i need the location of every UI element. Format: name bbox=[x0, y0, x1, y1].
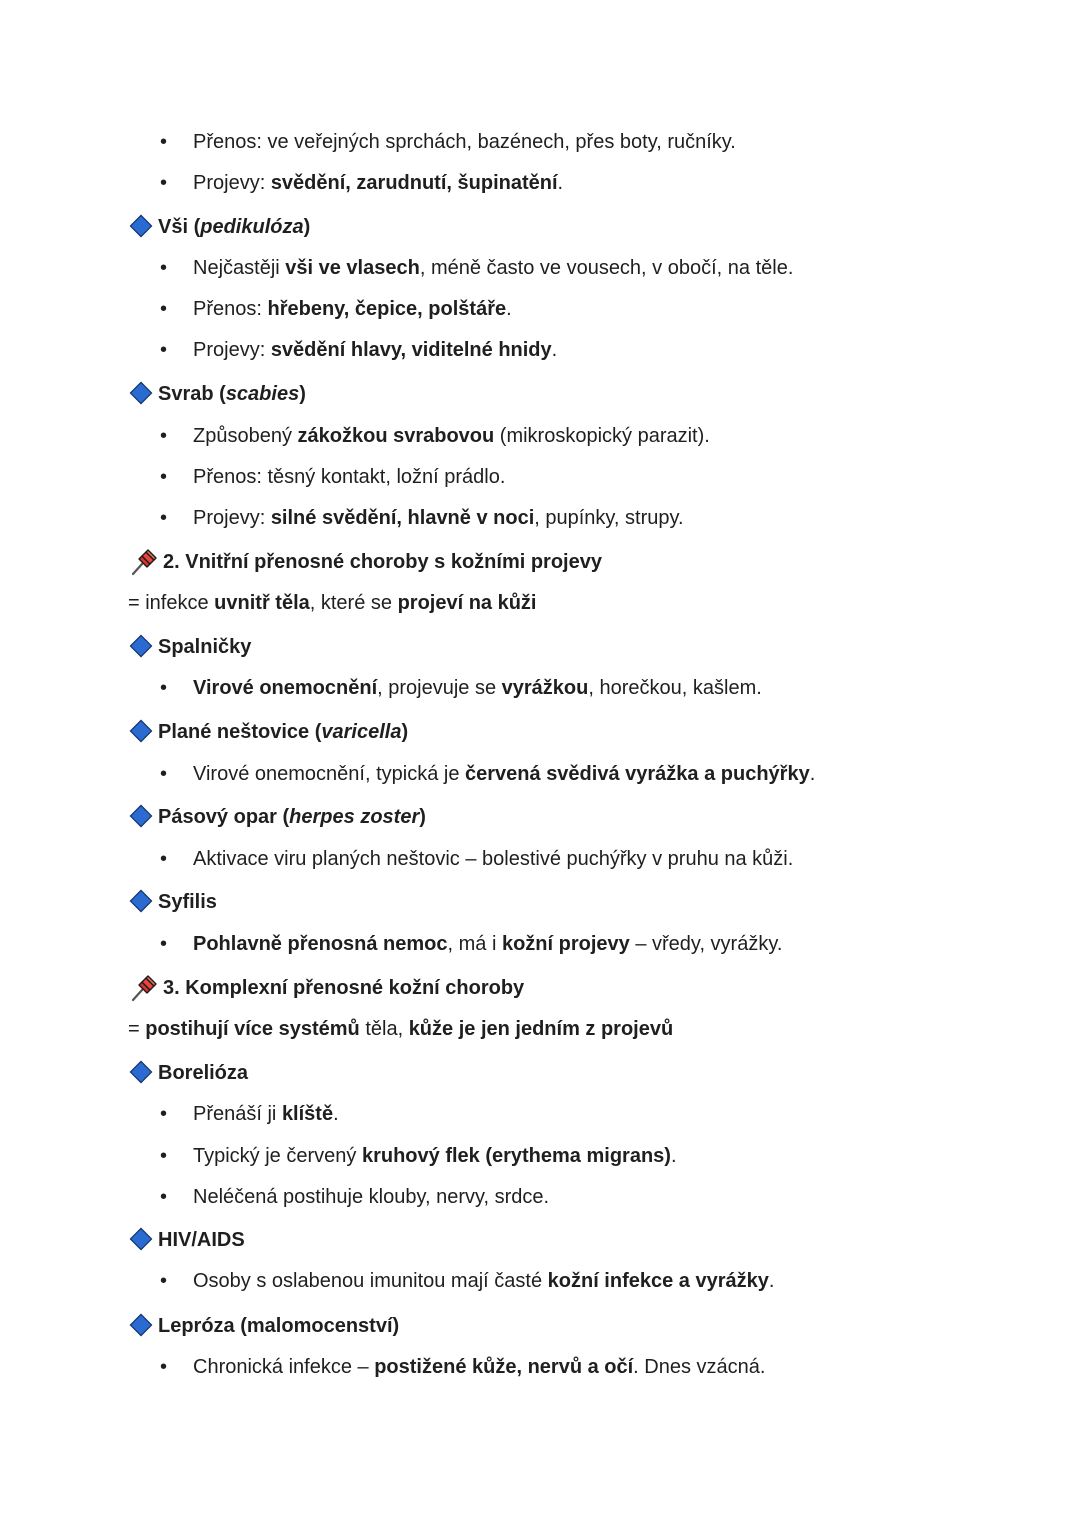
list-item bbox=[193, 337, 557, 363]
topic-heading bbox=[158, 214, 310, 240]
text-segment: projeví na kůži bbox=[397, 592, 537, 614]
bullet-marker bbox=[160, 1143, 167, 1169]
text-segment: , pupínky, strupy. bbox=[534, 507, 684, 529]
topic-heading bbox=[158, 719, 408, 745]
pushpin-icon bbox=[129, 973, 159, 1003]
list-item bbox=[193, 464, 505, 490]
text-segment: 2. Vnitřní přenosné choroby s kožními projevy bbox=[163, 551, 602, 573]
text-segment: Pásový opar ( bbox=[158, 806, 290, 828]
text-segment: HIV/AIDS bbox=[158, 1229, 245, 1251]
text-segment: Lepróza (malomocenství) bbox=[158, 1315, 400, 1337]
section-heading bbox=[163, 975, 524, 1001]
bullet-marker bbox=[160, 170, 167, 196]
text-segment: . bbox=[506, 298, 512, 320]
diamond-icon bbox=[130, 1314, 153, 1337]
text-segment: postihují více systémů bbox=[145, 1018, 360, 1040]
text-segment: Svrab ( bbox=[158, 383, 226, 405]
text-segment: Plané neštovice ( bbox=[158, 721, 322, 743]
text-segment: ) bbox=[303, 216, 311, 238]
text-segment: . bbox=[333, 1103, 339, 1125]
text-segment: , horečkou, kašlem. bbox=[588, 677, 762, 699]
diamond-icon bbox=[130, 805, 153, 828]
definition-line bbox=[128, 590, 537, 616]
bullet-marker bbox=[160, 761, 167, 787]
text-segment: Přenos: těsný kontakt, ložní prádlo. bbox=[193, 466, 506, 488]
topic-heading bbox=[158, 1060, 248, 1086]
text-segment: Syfilis bbox=[158, 891, 217, 913]
text-segment: postižené kůže, nervů a očí bbox=[374, 1356, 634, 1378]
diamond-icon bbox=[130, 635, 153, 658]
list-item bbox=[193, 1184, 549, 1210]
text-segment: . bbox=[557, 172, 564, 194]
list-item bbox=[193, 846, 793, 872]
text-segment: 3. Komplexní přenosné kožní choroby bbox=[163, 977, 525, 999]
text-segment: kožní projevy bbox=[501, 933, 630, 955]
list-item bbox=[193, 129, 736, 155]
text-segment: , projevuje se bbox=[377, 677, 502, 699]
bullet-marker bbox=[160, 337, 167, 363]
text-segment: silné svědění, hlavně v noci bbox=[270, 507, 535, 529]
text-segment: Virové onemocnění bbox=[193, 677, 378, 699]
text-segment: . bbox=[670, 1145, 677, 1167]
list-item bbox=[193, 255, 793, 281]
text-segment: Aktivace viru planých neštovic – bolestivé puchýřky v pruhu na kůži. bbox=[193, 848, 794, 870]
diamond-icon bbox=[130, 1061, 153, 1084]
text-segment: , které se bbox=[309, 592, 398, 614]
text-segment: Spalničky bbox=[158, 636, 252, 658]
text-segment: kruhový flek (erythema migrans) bbox=[361, 1145, 671, 1167]
text-segment: Nejčastěji bbox=[193, 257, 286, 279]
diamond-icon bbox=[130, 890, 153, 913]
text-segment: červená svědivá vyrážka a puchýřky bbox=[465, 763, 810, 785]
text-segment: vši ve vlasech bbox=[285, 257, 420, 279]
diamond-icon bbox=[130, 1228, 153, 1251]
pushpin-icon bbox=[129, 547, 159, 577]
text-segment: vyrážkou bbox=[501, 677, 589, 699]
text-segment: (mikroskopický parazit). bbox=[494, 425, 710, 447]
text-segment: hřebeny, čepice, polštáře bbox=[267, 298, 507, 320]
text-segment: Způsobený bbox=[193, 425, 298, 447]
list-item bbox=[193, 1268, 774, 1294]
text-segment: varicella bbox=[321, 721, 402, 743]
diamond-icon bbox=[130, 382, 153, 405]
bullet-marker bbox=[160, 505, 167, 531]
text-segment: kůže je jen jedním z projevů bbox=[408, 1018, 674, 1040]
definition-line bbox=[128, 1016, 673, 1042]
text-segment: . bbox=[551, 339, 558, 361]
text-segment: svědění, zarudnutí, šupinatění bbox=[270, 172, 558, 194]
list-item bbox=[193, 1354, 765, 1380]
bullet-marker bbox=[160, 931, 167, 957]
topic-heading bbox=[158, 1313, 399, 1339]
list-item bbox=[193, 1101, 339, 1127]
text-segment: . bbox=[809, 763, 816, 785]
topic-heading bbox=[158, 381, 306, 407]
text-segment: kožní infekce a vyrážky bbox=[547, 1270, 769, 1292]
topic-heading bbox=[158, 889, 217, 915]
text-segment: . Dnes vzácná. bbox=[633, 1356, 766, 1378]
text-segment: ) bbox=[299, 383, 306, 405]
list-item bbox=[193, 675, 762, 701]
text-segment: Přenos: bbox=[193, 298, 268, 320]
text-segment: Virové onemocnění, typická je bbox=[193, 763, 466, 785]
text-segment: Typický je červený bbox=[193, 1145, 362, 1167]
section-heading bbox=[163, 549, 602, 575]
list-item bbox=[193, 1143, 677, 1169]
text-segment: klíště bbox=[281, 1103, 334, 1125]
text-segment: Vši ( bbox=[158, 216, 201, 238]
text-segment: scabies bbox=[225, 383, 300, 405]
text-segment: ) bbox=[401, 721, 409, 743]
text-segment: zákožkou svrabovou bbox=[297, 425, 495, 447]
topic-heading bbox=[158, 1227, 245, 1253]
bullet-marker bbox=[160, 129, 167, 155]
bullet-marker bbox=[160, 1101, 167, 1127]
list-item bbox=[193, 296, 512, 322]
bullet-marker bbox=[160, 464, 167, 490]
topic-heading bbox=[158, 634, 251, 660]
bullet-marker bbox=[160, 423, 167, 449]
bullet-marker bbox=[160, 296, 167, 322]
text-segment: pedikulóza bbox=[200, 216, 304, 238]
text-segment: herpes zoster bbox=[289, 806, 420, 828]
text-segment: , méně často ve vousech, v obočí, na těle. bbox=[419, 257, 794, 279]
text-segment: ) bbox=[419, 806, 426, 828]
list-item bbox=[193, 170, 563, 196]
list-item bbox=[193, 505, 684, 531]
text-segment: . bbox=[768, 1270, 775, 1292]
text-segment: – vředy, vyrážky. bbox=[629, 933, 783, 955]
text-segment: svědění hlavy, viditelné hnidy bbox=[270, 339, 552, 361]
text-segment: Chronická infekce – bbox=[193, 1356, 375, 1378]
bullet-marker bbox=[160, 1268, 167, 1294]
bullet-marker bbox=[160, 675, 167, 701]
text-segment: Neléčená postihuje klouby, nervy, srdce. bbox=[193, 1186, 550, 1208]
text-segment: = infekce bbox=[128, 592, 215, 614]
bullet-marker bbox=[160, 1184, 167, 1210]
diamond-icon bbox=[130, 720, 153, 743]
text-segment: Přenáší ji bbox=[193, 1103, 282, 1125]
list-item bbox=[193, 931, 782, 957]
bullet-marker bbox=[160, 255, 167, 281]
text-segment: = bbox=[128, 1018, 146, 1040]
text-segment: Přenos: ve veřejných sprchách, bazénech, přes boty, ručníky. bbox=[193, 131, 736, 153]
diamond-icon bbox=[130, 215, 153, 238]
text-segment: Projevy: bbox=[193, 172, 271, 194]
text-segment: , má i bbox=[447, 933, 502, 955]
bullet-marker bbox=[160, 1354, 167, 1380]
text-segment: Borelióza bbox=[158, 1062, 249, 1084]
text-segment: Pohlavně přenosná nemoc bbox=[193, 933, 448, 955]
text-segment: Osoby s oslabenou imunitou mají časté bbox=[193, 1270, 548, 1292]
list-item bbox=[193, 423, 710, 449]
topic-heading bbox=[158, 804, 426, 830]
bullet-marker bbox=[160, 846, 167, 872]
list-item bbox=[193, 761, 815, 787]
text-segment: Projevy: bbox=[193, 339, 271, 361]
text-segment: Projevy: bbox=[193, 507, 271, 529]
text-segment: těla, bbox=[359, 1018, 409, 1040]
text-segment: uvnitř těla bbox=[214, 592, 310, 614]
